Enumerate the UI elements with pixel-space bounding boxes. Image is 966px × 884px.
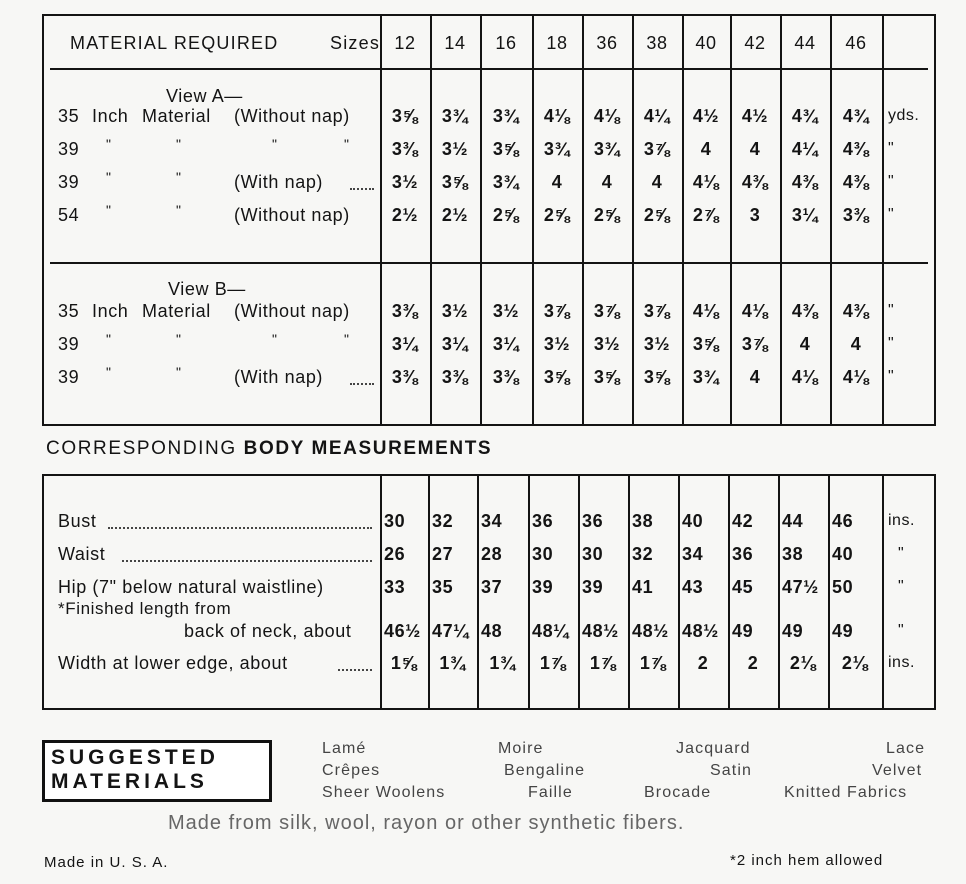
body-value: 49 xyxy=(732,621,754,641)
row-material: Material xyxy=(142,106,211,126)
view-a-label: View A— xyxy=(166,86,243,106)
material-value: 4⅜ xyxy=(842,301,870,321)
material-value: 4 xyxy=(551,172,563,192)
ditto: " xyxy=(106,331,111,347)
material-required-title: MATERIAL REQUIRED xyxy=(70,33,279,53)
material-value: 3½ xyxy=(441,139,469,159)
material-value: 3¼ xyxy=(441,334,469,354)
material-value: 3 xyxy=(749,205,761,225)
material-value: 3¾ xyxy=(492,172,520,192)
row-inch: Inch xyxy=(92,106,129,126)
row-width: 39 xyxy=(58,139,80,159)
material-value: 3¼ xyxy=(791,205,819,225)
material-value: 4⅜ xyxy=(791,172,819,192)
body-value: 2⅛ xyxy=(789,653,817,673)
size-header: 18 xyxy=(546,33,568,53)
material-value: 3⅝ xyxy=(391,106,419,126)
unit: yds. xyxy=(888,107,920,124)
material-value: 2⅞ xyxy=(692,205,720,225)
suggested-line-2: MATERIALS xyxy=(51,770,208,793)
body-label: *Finished length from xyxy=(58,599,232,618)
material-value: 3⅜ xyxy=(842,205,870,225)
material-value: 3⅝ xyxy=(643,367,671,387)
row-width: 39 xyxy=(58,172,80,192)
ditto: " xyxy=(176,364,181,380)
size-header: 38 xyxy=(646,33,668,53)
unit: ins. xyxy=(888,654,915,671)
material-name: Moire xyxy=(498,740,544,757)
body-value: 35 xyxy=(432,577,454,597)
body-value: 49 xyxy=(832,621,854,641)
body-value: 36 xyxy=(532,511,554,531)
column-divider xyxy=(828,476,830,708)
sizes-label: Sizes xyxy=(330,33,381,53)
body-label: Width at lower edge, about xyxy=(58,653,288,673)
size-header: 40 xyxy=(695,33,717,53)
material-value: 4 xyxy=(749,367,761,387)
material-name: Jacquard xyxy=(676,740,751,757)
row-width: 54 xyxy=(58,205,80,225)
body-value: 2 xyxy=(697,653,709,673)
body-value: 1¾ xyxy=(489,653,516,673)
row-nap: (With nap) xyxy=(234,367,324,387)
body-value: 41 xyxy=(632,577,654,597)
material-name: Sheer Woolens xyxy=(322,784,446,801)
material-name: Velvet xyxy=(872,762,923,779)
body-value: 34 xyxy=(682,544,704,564)
material-value: 3¾ xyxy=(692,367,720,387)
unit: " xyxy=(898,545,905,562)
size-header: 46 xyxy=(845,33,867,53)
material-value: 3⅝ xyxy=(692,334,720,354)
material-name: Lamé xyxy=(322,740,367,757)
body-value: 48 xyxy=(481,621,503,641)
unit: " xyxy=(888,140,895,157)
material-value: 4⅛ xyxy=(842,367,870,387)
body-value: 38 xyxy=(782,544,804,564)
view-divider xyxy=(50,262,928,264)
material-name: Lace xyxy=(886,740,926,757)
body-value: 1¾ xyxy=(439,653,466,673)
body-value: 49 xyxy=(782,621,804,641)
dot-leader xyxy=(350,188,374,190)
material-value: 3⅞ xyxy=(643,139,671,159)
material-value: 4 xyxy=(651,172,663,192)
material-value: 4⅛ xyxy=(692,172,720,192)
unit: " xyxy=(888,302,895,319)
row-nap: (Without nap) xyxy=(234,301,350,321)
material-value: 4⅛ xyxy=(593,106,621,126)
ditto: " xyxy=(106,202,111,218)
material-value: 4⅜ xyxy=(842,139,870,159)
material-name: Bengaline xyxy=(504,762,586,779)
material-value: 3¾ xyxy=(441,106,469,126)
body-value: 50 xyxy=(832,577,854,597)
ditto: " xyxy=(176,331,181,347)
body-value: 27 xyxy=(432,544,454,564)
fiber-note: Made from silk, wool, rayon or other synthetic fibers. xyxy=(168,812,685,834)
row-inch: Inch xyxy=(92,301,129,321)
material-value: 4¾ xyxy=(842,106,870,126)
ditto: " xyxy=(272,331,277,347)
material-value: 4 xyxy=(601,172,613,192)
ditto: " xyxy=(176,169,181,185)
material-value: 4½ xyxy=(692,106,720,126)
body-label: Bust xyxy=(58,511,97,531)
suggested-line-1: SUGGESTED xyxy=(51,746,219,769)
ditto: " xyxy=(344,136,349,152)
material-value: 4¼ xyxy=(643,106,671,126)
view-b-label: View B— xyxy=(168,279,246,299)
body-value: 39 xyxy=(532,577,554,597)
body-value: 1⅞ xyxy=(539,653,567,673)
size-header: 42 xyxy=(744,33,766,53)
body-value: 30 xyxy=(582,544,604,564)
material-value: 4⅛ xyxy=(692,301,720,321)
body-value: 34 xyxy=(481,511,503,531)
row-width: 39 xyxy=(58,334,80,354)
material-value: 4 xyxy=(749,139,761,159)
column-divider xyxy=(830,16,832,424)
material-value: 4⅜ xyxy=(741,172,769,192)
body-value: 36 xyxy=(732,544,754,564)
column-divider xyxy=(882,476,884,708)
ditto: " xyxy=(106,169,111,185)
unit: " xyxy=(898,578,905,595)
dot-leader xyxy=(108,527,372,529)
body-value: 2 xyxy=(747,653,759,673)
row-width: 39 xyxy=(58,367,80,387)
material-value: 3⅝ xyxy=(492,139,520,159)
column-divider xyxy=(882,16,884,424)
body-value: 48½ xyxy=(682,621,719,641)
body-value: 43 xyxy=(682,577,704,597)
material-value: 2⅝ xyxy=(543,205,571,225)
ditto: " xyxy=(176,136,181,152)
body-value: 40 xyxy=(682,511,704,531)
body-label-2: back of neck, about xyxy=(184,621,352,641)
material-value: 4¼ xyxy=(791,139,819,159)
material-value: 3¾ xyxy=(492,106,520,126)
size-header: 14 xyxy=(444,33,466,53)
material-value: 3⅞ xyxy=(593,301,621,321)
material-value: 4 xyxy=(700,139,712,159)
material-value: 3½ xyxy=(543,334,571,354)
material-value: 3¾ xyxy=(543,139,571,159)
material-value: 3½ xyxy=(441,301,469,321)
body-value: 44 xyxy=(782,511,804,531)
dot-leader xyxy=(350,383,374,385)
material-value: 3⅜ xyxy=(391,301,419,321)
body-value: 42 xyxy=(732,511,754,531)
body-value: 32 xyxy=(432,511,454,531)
ditto: " xyxy=(176,202,181,218)
unit: " xyxy=(888,368,895,385)
material-value: 3⅜ xyxy=(391,139,419,159)
material-value: 3⅞ xyxy=(643,301,671,321)
ditto: " xyxy=(106,136,111,152)
material-value: 3½ xyxy=(492,301,520,321)
material-value: 3½ xyxy=(593,334,621,354)
material-value: 4⅛ xyxy=(741,301,769,321)
body-value: 46½ xyxy=(384,621,421,641)
material-value: 3½ xyxy=(643,334,671,354)
body-value: 47½ xyxy=(782,577,819,597)
body-value: 37 xyxy=(481,577,503,597)
material-value: 3⅝ xyxy=(441,172,469,192)
material-value: 3¾ xyxy=(593,139,621,159)
body-value: 28 xyxy=(481,544,503,564)
header-divider xyxy=(50,68,928,70)
material-value: 2⅝ xyxy=(593,205,621,225)
body-value: 38 xyxy=(632,511,654,531)
made-in-usa: Made in U. S. A. xyxy=(44,854,169,871)
size-header: 16 xyxy=(495,33,517,53)
body-label: Waist xyxy=(58,544,106,564)
body-value: 1⅞ xyxy=(589,653,617,673)
material-value: 4 xyxy=(850,334,862,354)
body-value: 36 xyxy=(582,511,604,531)
body-value: 32 xyxy=(632,544,654,564)
body-measurements-title-bold: BODY MEASUREMENTS xyxy=(243,438,493,459)
material-value: 3⅝ xyxy=(593,367,621,387)
material-value: 2⅝ xyxy=(492,205,520,225)
material-value: 2½ xyxy=(391,205,419,225)
body-value: 30 xyxy=(532,544,554,564)
body-value: 45 xyxy=(732,577,754,597)
body-label: Hip (7" below natural waistline) xyxy=(58,577,324,597)
body-measurements-title-prefix: CORRESPONDING xyxy=(46,438,244,459)
body-value: 2⅛ xyxy=(841,653,869,673)
row-nap: (Without nap) xyxy=(234,205,350,225)
suggested-materials-box xyxy=(42,740,272,802)
ditto: " xyxy=(106,364,111,380)
material-value: 4⅜ xyxy=(791,301,819,321)
row-material: Material xyxy=(142,301,211,321)
material-name: Knitted Fabrics xyxy=(784,784,908,801)
ditto: " xyxy=(344,331,349,347)
body-value: 1⅝ xyxy=(390,653,418,673)
material-value: 4⅜ xyxy=(842,172,870,192)
material-value: 4⅛ xyxy=(791,367,819,387)
size-header: 36 xyxy=(596,33,618,53)
material-name: Brocade xyxy=(644,784,712,801)
body-value: 47¼ xyxy=(432,621,469,641)
size-header: 12 xyxy=(394,33,416,53)
dot-leader xyxy=(338,669,372,671)
material-name: Crêpes xyxy=(322,762,381,779)
row-width: 35 xyxy=(58,301,80,321)
unit: " xyxy=(888,335,895,352)
row-nap: (With nap) xyxy=(234,172,324,192)
material-value: 4 xyxy=(799,334,811,354)
body-value: 33 xyxy=(384,577,406,597)
unit: " xyxy=(898,622,905,639)
material-value: 3⅜ xyxy=(492,367,520,387)
material-value: 4¾ xyxy=(791,106,819,126)
material-value: 2⅝ xyxy=(643,205,671,225)
body-value: 1⅞ xyxy=(639,653,667,673)
material-value: 3¼ xyxy=(391,334,419,354)
ditto: " xyxy=(272,136,277,152)
material-value: 3½ xyxy=(391,172,419,192)
unit: " xyxy=(888,206,895,223)
unit: ins. xyxy=(888,512,915,529)
body-value: 48¼ xyxy=(532,621,569,641)
body-value: 40 xyxy=(832,544,854,564)
body-value: 39 xyxy=(582,577,604,597)
material-value: 3⅜ xyxy=(391,367,419,387)
material-value: 3⅞ xyxy=(741,334,769,354)
dot-leader xyxy=(122,560,372,562)
material-value: 4½ xyxy=(741,106,769,126)
material-value: 3⅜ xyxy=(441,367,469,387)
material-name: Satin xyxy=(710,762,752,779)
hem-note: *2 inch hem allowed xyxy=(730,852,884,869)
body-value: 48½ xyxy=(632,621,669,641)
material-value: 3⅝ xyxy=(543,367,571,387)
body-measurements-title xyxy=(46,438,492,460)
unit: " xyxy=(888,173,895,190)
body-value: 26 xyxy=(384,544,406,564)
size-header: 44 xyxy=(794,33,816,53)
material-value: 3¼ xyxy=(492,334,520,354)
material-value: 4⅛ xyxy=(543,106,571,126)
material-value: 2½ xyxy=(441,205,469,225)
material-name: Faille xyxy=(528,784,573,801)
body-value: 46 xyxy=(832,511,854,531)
material-value: 3⅞ xyxy=(543,301,571,321)
body-value: 30 xyxy=(384,511,406,531)
column-divider xyxy=(480,16,482,424)
row-width: 35 xyxy=(58,106,80,126)
body-value: 48½ xyxy=(582,621,619,641)
row-nap: (Without nap) xyxy=(234,106,350,126)
